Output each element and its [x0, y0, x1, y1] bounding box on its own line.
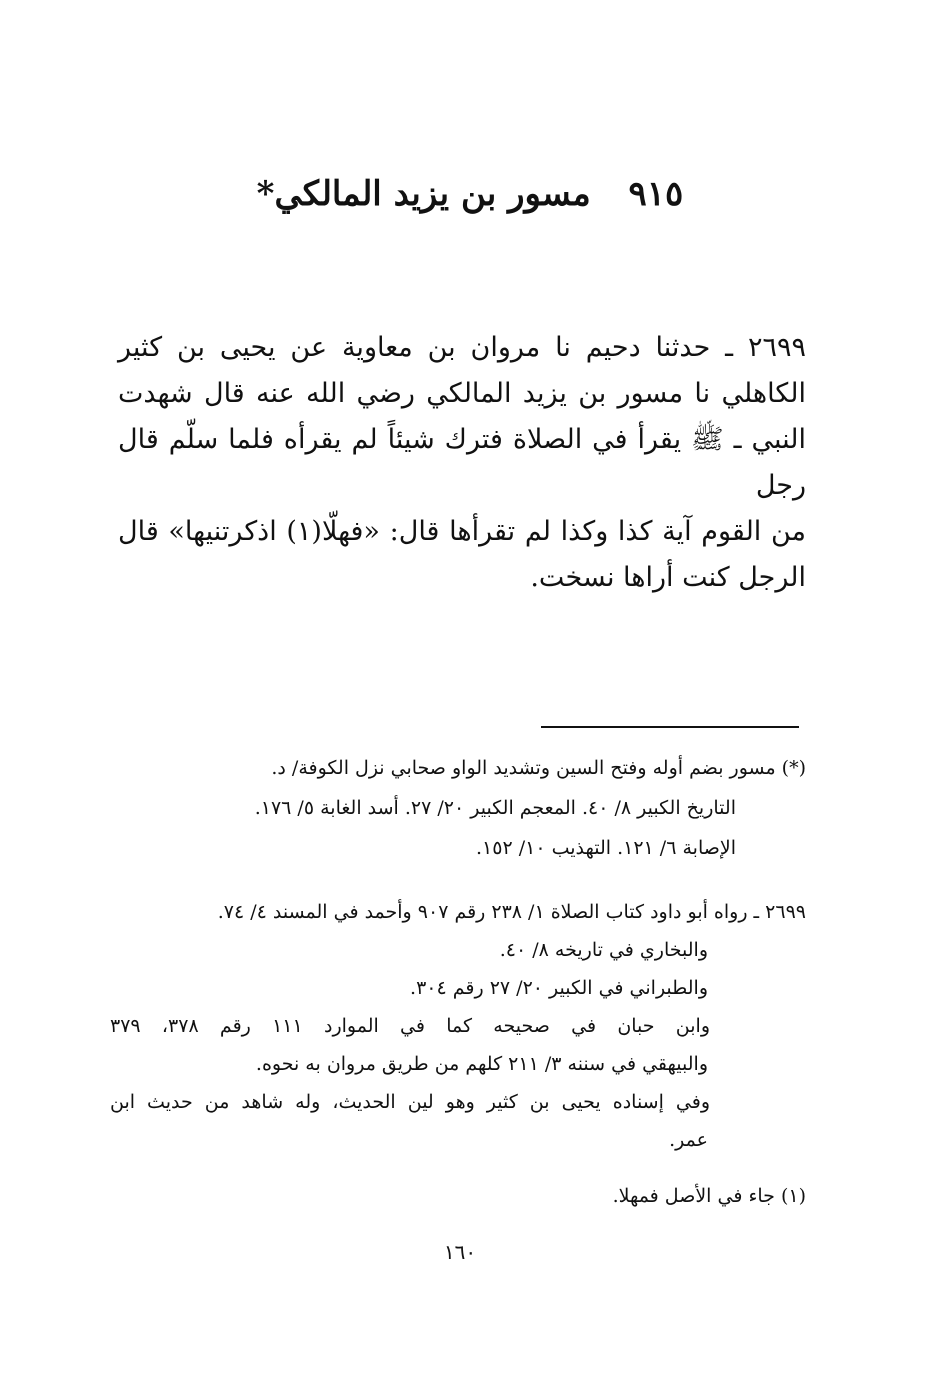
- hadith-line: النبي ـ ﷺ يقرأ في الصلاة فترك شيئاً لم يقرأه فلما سلّم قال رجل: [118, 424, 806, 501]
- entry-title: [250, 168, 690, 220]
- footnote-line: عمر.: [669, 1129, 708, 1151]
- footnote-line: وابن حبان في صحيحه كما في الموارد ١١١ رقم ٣٧٨، ٣٧٩: [110, 1015, 711, 1037]
- hadith-line: الكاهلي نا مسور بن يزيد المالكي رضي الله عنه قال شهدت: [118, 378, 806, 409]
- footnote-line: (١) جاء في الأصل فمهلا.: [612, 1185, 806, 1207]
- footnote-line: التاريخ الكبير ٨/ ٤٠. المعجم الكبير ٢٠/ ٢٧. أسد الغابة ٥/ ١٧٦.: [254, 797, 736, 819]
- footnote-line: وفي إسناده يحيى بن كثير وهو لين الحديث، وله شاهد من حديث ابن: [110, 1091, 710, 1113]
- footnote-line: والبيهقي في سننه ٣/ ٢١١ كلهم من طريق مروان به نحوه.: [255, 1053, 708, 1075]
- footnote-hadith: [110, 893, 806, 1159]
- footnote-star: [110, 748, 806, 868]
- hadith-text: [118, 325, 806, 601]
- footnote-1: [110, 1176, 806, 1216]
- footnote-line: (*) مسور بضم أوله وفتح السين وتشديد الواو صحابي نزل الكوفة/ د.: [271, 757, 806, 779]
- hadith-line: الرجل كنت أراها نسخت.: [530, 562, 806, 593]
- page-number: ١٦٠: [443, 1240, 477, 1264]
- footnote-line: والبخاري في تاريخه ٨/ ٤٠.: [499, 939, 708, 961]
- footnote-line: والطبراني في الكبير ٢٠/ ٢٧ رقم ٣٠٤.: [410, 977, 708, 999]
- hadith-line: من القوم آية كذا وكذا لم تقرأها قال: «فهلّا(١) اذكرتنيها» قال: [118, 516, 806, 547]
- footnote-divider: [541, 726, 799, 728]
- footnote-line: ٢٦٩٩ ـ رواه أبو داود كتاب الصلاة ١/ ٢٣٨ رقم ٩٠٧ وأحمد في المسند ٤/ ٧٤.: [217, 901, 806, 923]
- hadith-line: ٢٦٩٩ ـ حدثنا دحيم نا مروان بن معاوية عن يحيى بن كثير: [118, 332, 806, 363]
- entry-number: ٩١٥: [628, 174, 684, 214]
- footnote-line: الإصابة ٦/ ١٢١. التهذيب ١٠/ ١٥٢.: [475, 837, 736, 859]
- entry-name: مسور بن يزيد المالكي*: [256, 174, 591, 214]
